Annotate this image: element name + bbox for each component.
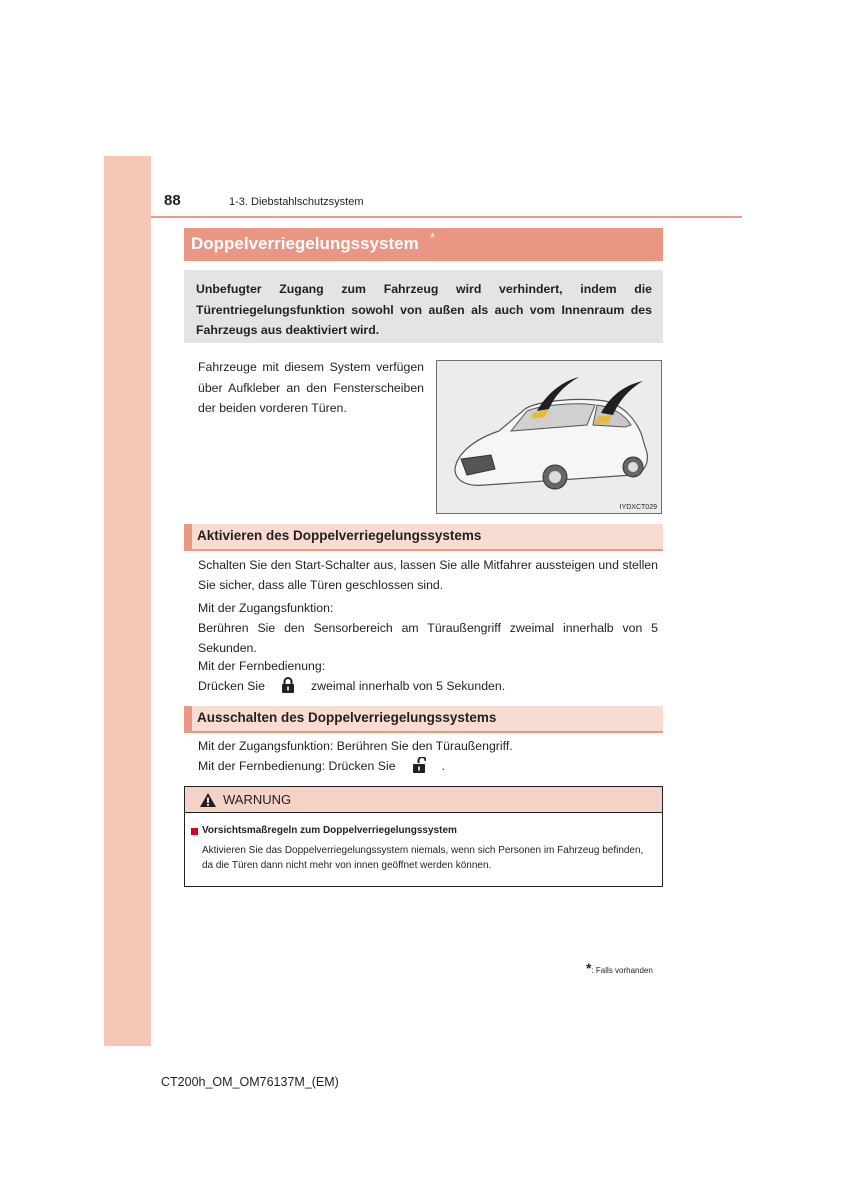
lock-icon	[281, 677, 295, 693]
deactivate-heading: Ausschalten des Doppelverriegelungssystems	[197, 710, 497, 725]
access-function-label: Mit der Zugangsfunktion:	[198, 601, 334, 615]
intro-text: Unbefugter Zugang zum Fahrzeug wird verhindert, indem die Türentriegelungsfunktion sowohl von außen als auch vom Innenraum des Fahrzeugs aus deaktiviert wird.	[196, 282, 652, 337]
warning-box	[184, 786, 663, 887]
access-function-text: Berühren Sie den Sensorbereich am Türaußengriff zweimal innerhalb von 5 Sekunden.	[198, 621, 658, 655]
document-code: CT200h_OM_OM76137M_(EM)	[161, 1075, 339, 1089]
warning-triangle-icon	[199, 792, 217, 808]
remote-instruction	[198, 677, 658, 697]
deactivate-remote-after: .	[441, 759, 445, 773]
deactivate-heading-bar	[184, 706, 663, 731]
section-reference: 1-3. Diebstahlschutzsystem	[229, 196, 364, 208]
remote-instruction-before: Drücken Sie	[198, 679, 265, 693]
page-number: 88	[164, 192, 181, 209]
activate-intro: Schalten Sie den Start-Schalter aus, lassen Sie alle Mitfahrer aussteigen und stellen Sie sicher, dass alle Türen geschlossen sind.	[198, 558, 658, 592]
deactivate-remote-line	[198, 757, 658, 777]
warning-title: WARNUNG	[223, 792, 292, 807]
optional-marker: *	[430, 230, 436, 245]
deactivate-remote-before: Mit der Fernbedienung: Drücken Sie	[198, 759, 396, 773]
car-drawing	[437, 361, 661, 513]
header-rule	[151, 216, 742, 218]
warning-text: Aktivieren Sie das Doppelverriegelungssystem niemals, wenn sich Personen im Fahrzeug befinden, da die Türen dann nicht mehr von innen geöffnet werden können.	[202, 845, 644, 871]
footnote-marker: *	[586, 960, 592, 976]
activate-heading: Aktivieren des Doppelverriegelungssystems	[197, 528, 482, 543]
activate-heading-bar	[184, 524, 663, 549]
section-title-bar	[184, 228, 663, 261]
footnote	[586, 960, 653, 976]
section-title: Doppelverriegelungssystem	[191, 234, 419, 253]
warning-subtitle: Vorsichtsmaßregeln zum Doppelverriegelungssystem	[202, 825, 457, 836]
remote-instruction-after: zweimal innerhalb von 5 Sekunden.	[310, 679, 506, 693]
car-illustration	[436, 360, 662, 514]
deactivate-access-line: Mit der Zugangsfunktion: Berühren Sie den Türaußengriff.	[198, 739, 513, 753]
unlock-icon	[412, 757, 426, 773]
intro-box	[184, 270, 663, 343]
figure-code: IYDXCT029	[619, 504, 657, 511]
footnote-text: : Falls vorhanden	[591, 966, 653, 975]
warning-header	[185, 787, 662, 813]
remote-label: Mit der Fernbedienung:	[198, 659, 326, 673]
side-tab	[104, 156, 151, 1046]
vehicle-description: Fahrzeuge mit diesem System verfügen über Aufkleber an den Fensterscheiben der beiden vorderen Türen.	[198, 360, 424, 415]
warning-bullet	[191, 828, 198, 835]
